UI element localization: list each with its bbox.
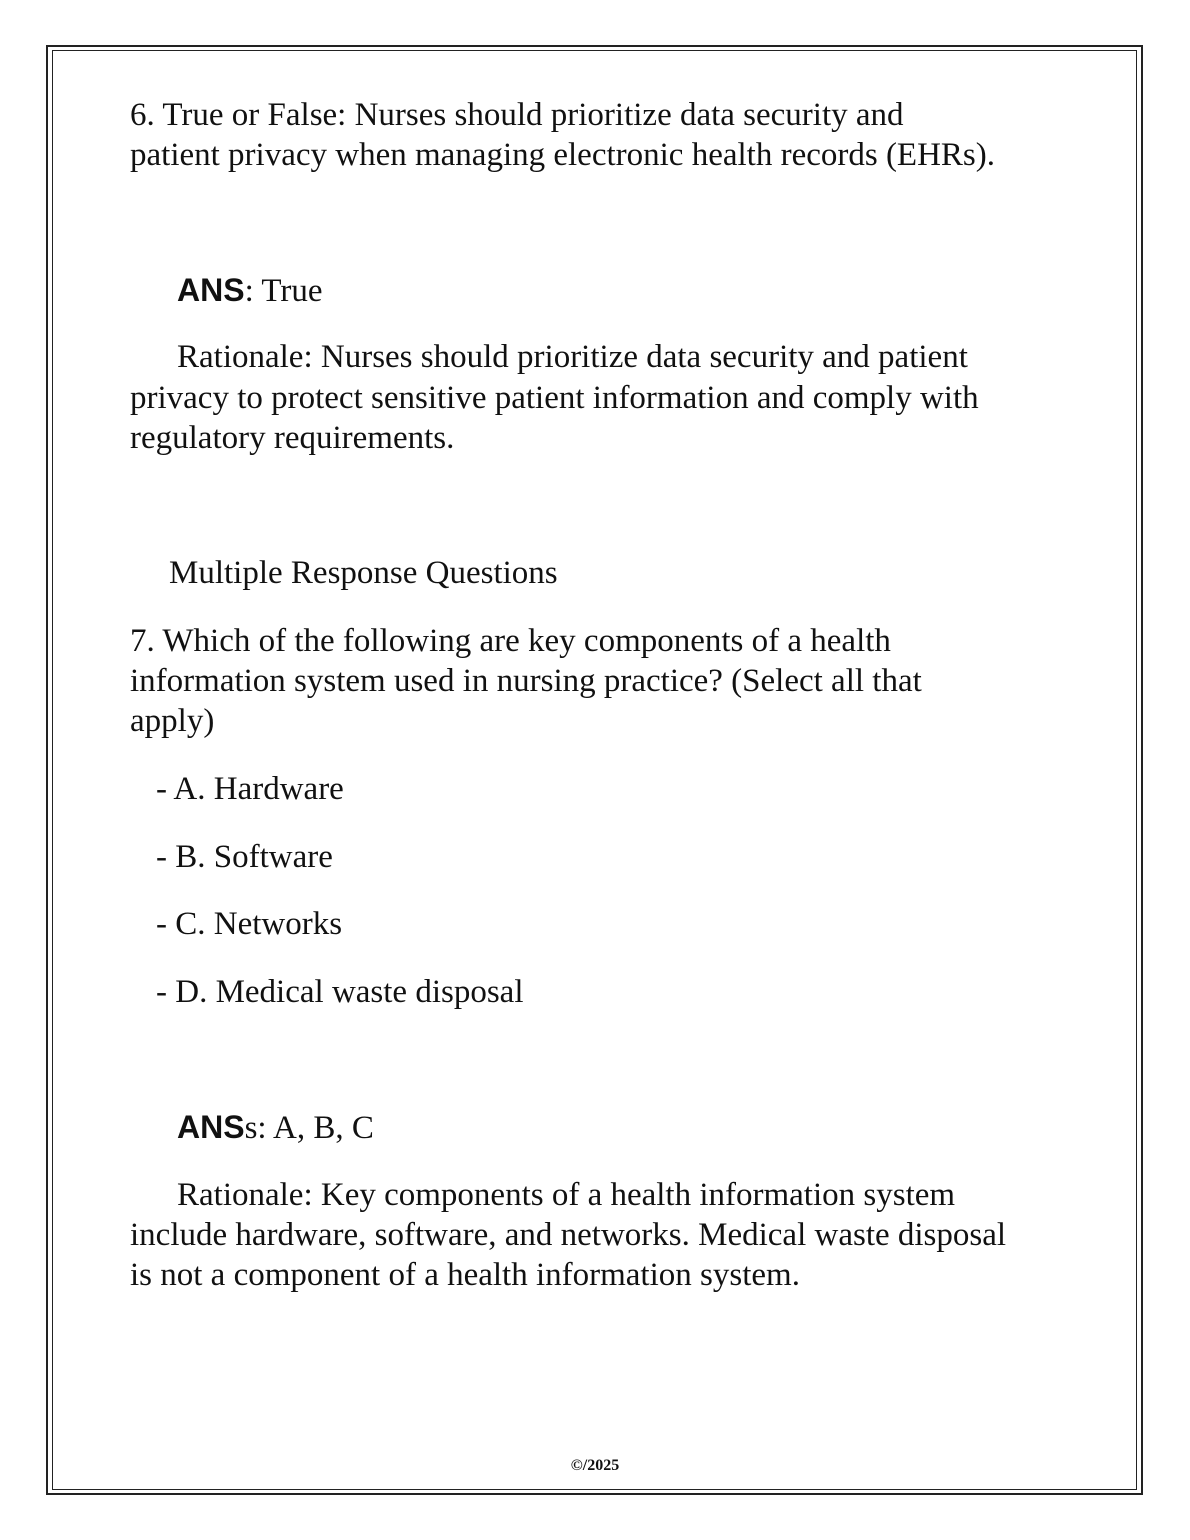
q7-rationale-line-3: is not a component of a health information system.: [130, 1257, 800, 1293]
q7-text-line-2: information system used in nursing practice? (Select all that: [130, 663, 922, 699]
q6-text-line-1: 6. True or False: Nurses should prioritize data security and: [130, 97, 904, 133]
q7-answer-label: ANS: [177, 1109, 245, 1145]
q6-rationale-line-3: regulatory requirements.: [130, 420, 455, 456]
section-heading: Multiple Response Questions: [169, 555, 558, 591]
q7-option-a: - A. Hardware: [156, 771, 344, 807]
q6-answer: [177, 270, 323, 311]
q7-option-b: - B. Software: [156, 839, 333, 875]
q6-answer-value: : True: [244, 273, 323, 309]
q7-option-d: - D. Medical waste disposal: [156, 974, 524, 1010]
q7-text-line-3: apply): [130, 703, 215, 739]
q7-answer: [177, 1107, 374, 1148]
q6-rationale-line-1: Rationale: Nurses should prioritize data security and patient: [177, 339, 968, 375]
q7-answer-value: s: A, B, C: [244, 1110, 374, 1146]
q7-rationale-line-2: include hardware, software, and networks. Medical waste disposal: [130, 1217, 1007, 1253]
q7-text-line-1: 7. Which of the following are key components of a health: [130, 623, 891, 659]
q6-answer-label: ANS: [177, 272, 245, 308]
q6-text-line-2: patient privacy when managing electronic health records (EHRs).: [130, 137, 996, 173]
q7-rationale-line-1: Rationale: Key components of a health information system: [177, 1177, 956, 1213]
copyright-footer: ©/2025: [570, 1457, 620, 1474]
q6-rationale-line-2: privacy to protect sensitive patient information and comply with: [130, 380, 979, 416]
q7-option-c: - C. Networks: [156, 906, 343, 942]
